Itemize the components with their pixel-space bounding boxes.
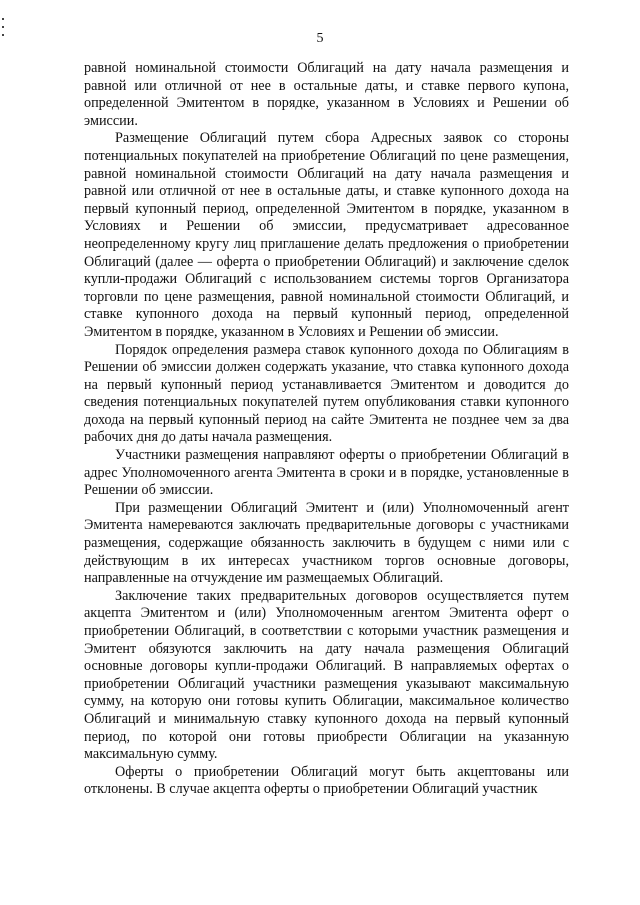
- paragraph: равной номинальной стоимости Облигаций на дату начала размещения и равной или отличной от нее в остальные даты, и ставке первого купона, определенной Эмитентом в порядке, указанном в Условиях и Решении об эмиссии.: [84, 60, 569, 129]
- paragraph: Заключение таких предварительных договоров осуществляется путем акцепта Эмитентом и (или) Уполномоченным агентом Эмитента оферт о приобретении Облигаций, в соответствии с которыми участник размещения и Эмитент обязуются заключить на дату начала размещения Облигаций основные договоры купли-продажи Облигаций. В направляемых офертах о приобретении Облигаций участники размещения указывают максимальную сумму, на которую они готовы купить Облигации, максимальное количество Облигаций и минимальную ставку купонного дохода на первый купонный период, по которой они готовы приобрести Облигации на указанную максимальную сумму.: [84, 587, 569, 763]
- paragraph: Порядок определения размера ставок купонного дохода по Облигациям в Решении об эмиссии должен содержать указание, что ставка купонного дохода на первый купонный период устанавливается Эмитентом и доводится до сведения потенциальных покупателей путем опубликования ставки купонного дохода на первый купонный период на сайте Эмитента не позднее чем за два рабочих дня до даты начала размещения.: [84, 341, 569, 446]
- paragraph: Размещение Облигаций путем сбора Адресных заявок со стороны потенциальных покупателей на приобретение Облигаций по цене размещения, равной номинальной стоимости Облигаций на дату начала размещения и равной или отличной от нее в остальные даты, и ставке купонного дохода на первый купонный период, определенной Эмитентом в порядке, указанном в Условиях и Решении об эмиссии, предусматривает адресованное неопределенному кругу лиц приглашение делать предложения о приобретении Облигаций (далее — оферта о приобретении Облигаций) и заключение сделок купли-продажи Облигаций с использованием системы торгов Организатора торговли по цене размещения, равной номинальной стоимости Облигаций, и ставке купонного дохода на первый купонный период, определенной Эмитентом в порядке, указанном в Условиях и Решении об эмиссии.: [84, 130, 569, 340]
- binding-dot: [2, 18, 4, 20]
- paragraph: Оферты о приобретении Облигаций могут быть акцептованы или отклонены. В случае акцепта оферты о приобретении Облигаций участник: [84, 763, 569, 798]
- paragraph: Участники размещения направляют оферты о приобретении Облигаций в адрес Уполномоченного агента Эмитента в сроки и в порядке, установленные в Решении об эмиссии.: [84, 447, 569, 499]
- page-number: 5: [316, 31, 324, 46]
- document-body: [84, 60, 569, 799]
- paragraph: При размещении Облигаций Эмитент и (или) Уполномоченный агент Эмитента намереваются заключать предварительные договоры с участниками размещения, содержащие обязанность заключить в будущем с ними или с действующим в их интересах участником торгов основные договоры, направленные на отчуждение им размещаемых Облигаций.: [84, 499, 569, 587]
- binding-dot: [2, 26, 4, 28]
